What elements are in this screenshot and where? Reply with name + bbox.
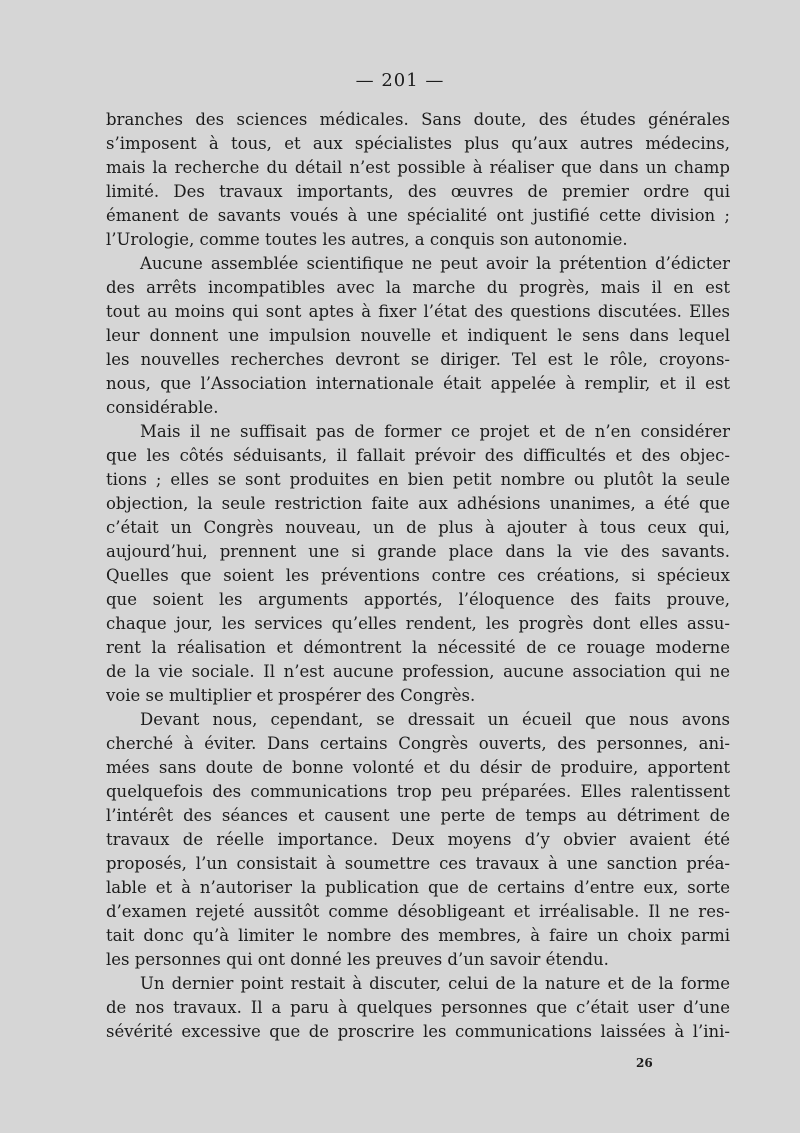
text-line: l’intérêt des séances et causent une perte de temps au détriment de — [106, 806, 730, 825]
text-line: lable et à n’autoriser la publication que de certains d’entre eux, sorte — [106, 878, 730, 897]
text-line: branches des sciences médicales. Sans doute, des études générales — [106, 110, 730, 129]
text-line: les personnes qui ont donné les preuves d’un savoir étendu. — [106, 950, 609, 969]
paragraph — [106, 252, 730, 420]
text-line: cherché à éviter. Dans certains Congrès ouverts, des personnes, ani- — [106, 734, 730, 753]
text-line: sévérité excessive que de proscrire les communications laissées à l’ini- — [106, 1022, 730, 1041]
text-line: nous, que l’Association internationale était appelée à remplir, et il est — [106, 374, 730, 393]
text-line: c’était un Congrès nouveau, un de plus à ajouter à tous ceux qui, — [106, 518, 730, 537]
text-line: Mais il ne suffisait pas de former ce projet et de n’en considérer — [140, 422, 730, 441]
text-line: Un dernier point restait à discuter, celui de la nature et de la forme — [140, 974, 730, 993]
text-line: de nos travaux. Il a paru à quelques personnes que c’était user d’une — [106, 998, 730, 1017]
text-line: que les côtés séduisants, il fallait prévoir des difficultés et des objec- — [106, 446, 730, 465]
paragraph — [106, 708, 730, 972]
text-line: aujourd’hui, prennent une si grande place dans la vie des savants. — [106, 542, 730, 561]
text-line: des arrêts incompatibles avec la marche du progrès, mais il en est — [106, 278, 730, 297]
text-line: tions ; elles se sont produites en bien petit nombre ou plutôt la seule — [106, 470, 730, 489]
text-line: Devant nous, cependant, se dressait un écueil que nous avons — [140, 710, 730, 729]
text-line: Quelles que soient les préventions contre ces créations, si spécieux — [106, 566, 730, 585]
text-line: que soient les arguments apportés, l’éloquence des faits prouve, — [106, 590, 730, 609]
text-line: rent la réalisation et démontrent la nécessité de ce rouage moderne — [106, 638, 730, 657]
text-line: les nouvelles recherches devront se diriger. Tel est le rôle, croyons- — [106, 350, 730, 369]
signature-mark: 26 — [636, 1056, 653, 1070]
text-line: considérable. — [106, 398, 219, 417]
paragraph — [106, 108, 730, 252]
text-line: mées sans doute de bonne volonté et du désir de produire, apportent — [106, 758, 730, 777]
text-line: limité. Des travaux importants, des œuvres de premier ordre qui — [106, 182, 730, 201]
text-line: l’Urologie, comme toutes les autres, a conquis son autonomie. — [106, 230, 628, 249]
text-line: quelquefois des communications trop peu préparées. Elles ralentissent — [106, 782, 730, 801]
text-line: de la vie sociale. Il n’est aucune profession, aucune association qui ne — [106, 662, 730, 681]
text-line: chaque jour, les services qu’elles rendent, les progrès dont elles assu- — [106, 614, 730, 633]
paragraph — [106, 972, 730, 1044]
text-line: travaux de réelle importance. Deux moyens d’y obvier avaient été — [106, 830, 730, 849]
text-line: proposés, l’un consistait à soumettre ces travaux à une sanction préa- — [106, 854, 730, 873]
text-line: tait donc qu’à limiter le nombre des membres, à faire un choix parmi — [106, 926, 730, 945]
text-line: émanent de savants voués à une spécialité ont justifié cette division ; — [106, 206, 730, 225]
text-line: voie se multiplier et prospérer des Congrès. — [106, 686, 476, 705]
paragraph — [106, 420, 730, 708]
text-line: Aucune assemblée scientifique ne peut avoir la prétention d’édicter — [140, 254, 730, 273]
text-line: s’imposent à tous, et aux spécialistes plus qu’aux autres médecins, — [106, 134, 730, 153]
text-line: tout au moins qui sont aptes à fixer l’état des questions discutées. Elles — [106, 302, 730, 321]
text-line: objection, la seule restriction faite aux adhésions unanimes, a été que — [106, 494, 730, 513]
page-number-header: — 201 — — [355, 70, 445, 91]
body-text — [106, 108, 730, 1044]
text-line: d’examen rejeté aussitôt comme désobligeant et irréalisable. Il ne res- — [106, 902, 730, 921]
text-line: leur donnent une impulsion nouvelle et indiquent le sens dans lequel — [106, 326, 730, 345]
text-line: mais la recherche du détail n’est possible à réaliser que dans un champ — [106, 158, 730, 177]
